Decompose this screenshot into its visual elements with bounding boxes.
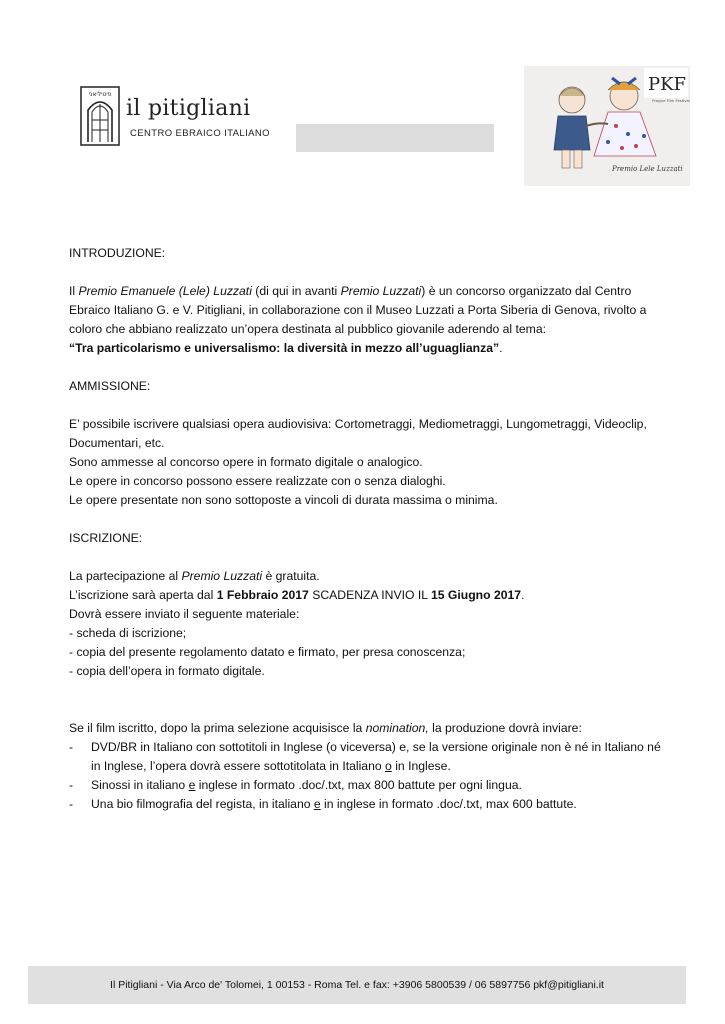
material-item: - copia dell’opera in formato digitale. (69, 664, 265, 678)
iscrizione-dates: L’iscrizione sarà aperta dal 1 Febbraio 2017 SCADENZA INVIO IL 15 Giugno 2017. (69, 588, 525, 602)
ammissione-line: E’ possibile iscrivere qualsiasi opera audiovisiva: Cortometraggi, Mediometraggi, Lungometraggi, Videoclip, Documentari, etc. (69, 417, 647, 450)
intro-paragraph: Il Premio Emanuele (Lele) Luzzati (di qui in avanti Premio Luzzati) è un concorso organizzato dal Centro Ebraico Italiano G. e V. Pitigliani, in collaborazione con il Museo Luzzati a Porta Siberia di Genova, rivolto a coloro che abbiano realizzato un’opera destinata al pubblico giovanile aderendo al tema: (69, 284, 647, 336)
ammissione-line: Sono ammesse al concorso opere in formato digitale o analogico. (69, 455, 423, 469)
list-item: - Sinossi in italiano e inglese in formato .doc/.txt, max 800 battute per ogni lingua. (69, 778, 522, 792)
pitigliani-logo (80, 86, 280, 146)
ammissione-line: Le opere presentate non sono sottoposte a vincoli di durata massima o minima. (69, 493, 498, 507)
heading-introduzione: INTRODUZIONE: (69, 246, 166, 260)
illustration-caption: Premio Lele Luzzati (612, 165, 683, 173)
iscrizione-line: Dovrà essere inviato il seguente materiale: (69, 607, 300, 621)
deadline-date: 15 Giugno 2017 (430, 588, 522, 602)
nomination-list (69, 738, 669, 814)
pkf-tagline: Prague Film Festival (652, 98, 690, 103)
logo-name: il pitigliani (126, 96, 251, 121)
iscrizione-line: La partecipazione al Premio Luzzati è gratuita. (69, 569, 320, 583)
logo-hebrew-text: פיטיליאני (88, 91, 112, 98)
pkf-logo (644, 68, 688, 98)
premio-name: Premio Emanuele (Lele) Luzzati (78, 284, 252, 298)
list-item: - DVD/BR in Italiano con sottotitoli in Inglese (o viceversa) e, se la versione originale non è né in Italiano né in Inglese, l’opera dovrà essere sottotitolata in Italiano o in Inglese. (69, 740, 661, 773)
document-body (69, 244, 669, 814)
material-item: - scheda di iscrizione; (69, 626, 187, 640)
nomination-intro: Se il film iscritto, dopo la prima selezione acquisisce la nomination, la produzione dovrà inviare: (69, 721, 582, 735)
pkf-mark: PKF (648, 74, 687, 95)
festival-illustration (524, 66, 690, 186)
start-date: 1 Febbraio 2017 (216, 588, 309, 602)
theme-line: “Tra particolarismo e universalismo: la diversità in mezzo all’uguaglianza”. (69, 341, 503, 355)
list-item: - Una bio filmografia del regista, in italiano e in inglese in formato .doc/.txt, max 600 battute. (69, 797, 577, 811)
synagogue-window-icon (80, 86, 120, 146)
material-item: - copia del presente regolamento datato e firmato, per presa conoscenza; (69, 645, 466, 659)
heading-iscrizione: ISCRIZIONE: (69, 531, 143, 545)
footer-bar (28, 966, 686, 1004)
header-gray-bar (296, 124, 494, 152)
premio-short: Premio Luzzati (340, 284, 422, 298)
logo-subtitle: CENTRO EBRAICO ITALIANO (130, 128, 270, 139)
footer-address: Il Pitigliani - Via Arco de' Tolomei, 1 00153 - Roma Tel. e fax: +3906 5800539 / 06 5897756 pkf@pitigliani.it (110, 979, 604, 991)
heading-ammissione: AMMISSIONE: (69, 379, 151, 393)
ammissione-line: Le opere in concorso possono essere realizzate con o senza dialoghi. (69, 474, 446, 488)
theme-text: “Tra particolarismo e universalismo: la diversità in mezzo all’uguaglianza” (69, 341, 500, 355)
